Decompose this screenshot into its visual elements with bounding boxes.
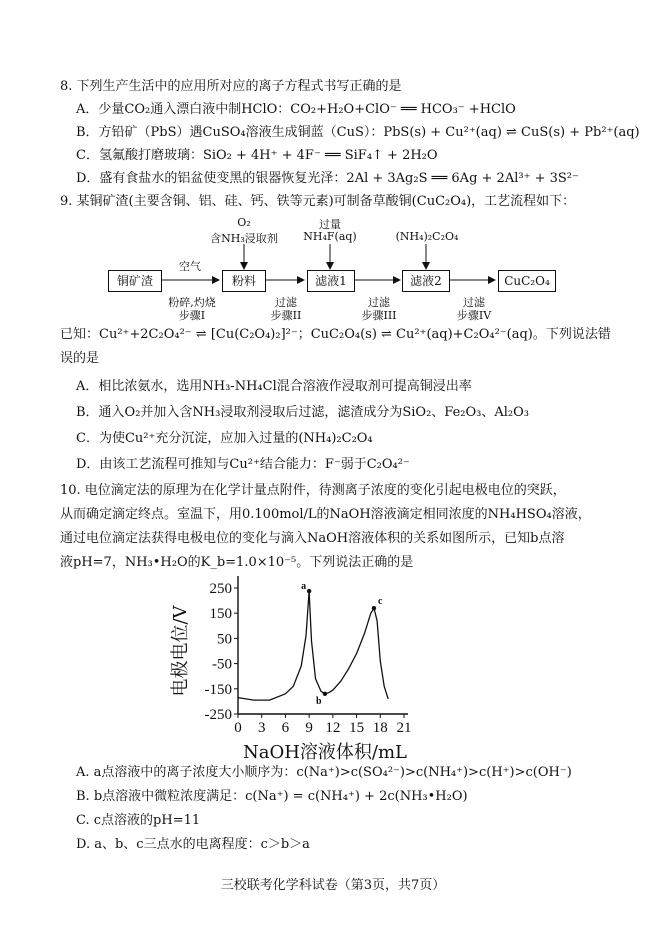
flow-box-slag: 铜矿渣: [108, 270, 162, 292]
q8-option-a: A．少量CO₂通入漂白液中制HClO：CO₂+H₂O+ClO⁻ ══ HCO₃⁻ +HClO: [76, 102, 516, 117]
q10-stem-1: 10. 电位滴定法的原理为在化学计量点附件，待测离子浓度的变化引起电极电位的突跃，: [60, 483, 566, 498]
point-label-a: a: [301, 581, 307, 593]
q9-option-d: D．由该工艺流程可推知与Cu²⁺结合能力：F⁻弱于C₂O₄²⁻: [76, 457, 410, 472]
x-tick-label: 18: [372, 720, 388, 736]
flow-label-step4a: 过滤: [463, 296, 485, 309]
process-flow-diagram: [108, 214, 588, 320]
q10-stem-3: 通过电位滴定法获得电极电位的变化与滴入NaOH溶液体积的关系如图所示，已知b点溶: [60, 531, 565, 546]
x-tick-label: 21: [396, 720, 412, 736]
flow-label-step2a: 过滤: [275, 296, 297, 309]
q9-option-b: B．通入O₂并加入含NH₃浸取剂浸取后过滤，滤渣成分为SiO₂、Fe₂O₃、Al₂O₃: [76, 405, 529, 420]
flow-box-filtrate1: 滤液1: [307, 270, 355, 292]
flow-label-o2: O₂: [237, 216, 251, 229]
flow-box-filtrate2: 滤液2: [402, 270, 450, 292]
flow-label-excess: 过量: [319, 218, 341, 231]
q8-option-c: C．氢氟酸打磨玻璃：SiO₂ + 4H⁺ + 4F⁻ ══ SiF₄↑ + 2H₂O: [76, 148, 438, 163]
y-tick-label: -50: [212, 656, 232, 673]
y-tick-label: 250: [209, 581, 232, 597]
q10-stem-4: 液pH=7，NH₃•H₂O的K_b=1.0×10⁻⁵。下列说法正确的是: [60, 555, 414, 570]
flow-box-product: CuC₂O₄: [498, 270, 556, 292]
x-tick-label: 9: [305, 720, 313, 736]
q9-known: 已知：Cu²⁺+2C₂O₄²⁻ ⇌ [Cu(C₂O₄)₂]²⁻；CuC₂O₄(s) ⇌ Cu²⁺(aq)+C₂O₄²⁻(aq)。下列说法错: [60, 327, 611, 342]
x-tick-label: 15: [349, 720, 365, 736]
flow-label-step1a: 粉碎,灼烧: [168, 296, 216, 309]
q8-option-b: B．方铅矿（PbS）遇CuSO₄溶液生成铜蓝（CuS）：PbS(s) + Cu²⁺(aq) ⇌ CuS(s) + Pb²⁺(aq): [76, 125, 640, 140]
y-tick-label: 50: [217, 631, 232, 648]
flow-label-oxalate: (NH₄)₂C₂O₄: [395, 230, 459, 243]
q10-option-d: D. a、b、c三点水的电离程度：c＞b＞a: [76, 837, 310, 852]
x-tick-label: 6: [281, 720, 290, 736]
q9-option-c: C．为使Cu²⁺充分沉淀，应加入过量的(NH₄)₂C₂O₄: [76, 431, 373, 446]
q10-option-a: A. a点溶液中的离子浓度大小顺序为：c(Na⁺)>c(SO₄²⁻)>c(NH₄⁺)>c(H⁺)>c(OH⁻): [76, 765, 572, 780]
flow-label-leach: 含NH₃浸取剂: [210, 232, 278, 245]
x-axis-label: NaOH溶液体积/mL: [242, 742, 408, 763]
flow-label-step2b: 步骤II: [270, 309, 302, 322]
y-axis-label: 电极电位/V: [170, 605, 191, 697]
q10-option-b: B. b点溶液中微粒浓度满足：c(Na⁺) = c(NH₄⁺) + 2c(NH₃•H₂O): [76, 789, 468, 804]
q8-option-d: D．盛有食盐水的铝盆使变黑的银器恢复光泽：2Al + 3Ag₂S ══ 6Ag + 2Al³⁺ + 3S²⁻: [76, 171, 579, 186]
point-label-c: c: [377, 596, 383, 608]
x-tick-label: 0: [234, 720, 242, 736]
flow-box-powder: 粉料: [222, 270, 266, 292]
q9-stem: 9. 某铜矿渣(主要含铜、铝、硅、钙、铁等元素)可制备草酸铜(CuC₂O₄)，工艺流程如下：: [60, 194, 576, 209]
q10-stem-2: 从而确定滴定终点。室温下，用0.100mol/L的NaOH溶液滴定相同浓度的NH₄HSO₄溶液，: [60, 507, 591, 522]
point-b: [323, 692, 327, 696]
flow-label-nh4f: NH₄F(aq): [303, 230, 357, 243]
q9-option-a: A．相比浓氨水，选用NH₃-NH₄Cl混合溶液作浸取剂可提高铜浸出率: [76, 379, 472, 394]
flow-label-step1b: 步骤I: [178, 309, 206, 322]
chart-svg: [168, 572, 428, 764]
y-tick-label: 150: [209, 606, 232, 623]
flow-label-step3b: 步骤III: [361, 309, 397, 322]
flow-label-step3a: 过滤: [368, 296, 390, 309]
point-label-b: b: [315, 695, 322, 707]
flow-label-air: 空气: [179, 260, 201, 273]
q9-known-cont: 误的是: [60, 351, 100, 366]
potential-titration-chart: [168, 572, 428, 764]
point-c: [372, 606, 376, 610]
page-footer: 三校联考化学科试卷（第3页，共7页）: [220, 878, 446, 893]
flow-label-step4b: 步骤IV: [456, 309, 492, 322]
point-a: [307, 589, 311, 593]
x-tick-label: 12: [325, 720, 341, 736]
q8-stem: 8. 下列生产生活中的应用所对应的离子方程式书写正确的是: [60, 79, 402, 94]
x-tick-label: 3: [257, 720, 266, 736]
y-tick-label: -250: [204, 707, 232, 723]
potential-curve: [238, 591, 388, 700]
y-tick-label: -150: [204, 681, 232, 698]
q10-option-c: C. c点溶液的pH=11: [76, 813, 201, 828]
